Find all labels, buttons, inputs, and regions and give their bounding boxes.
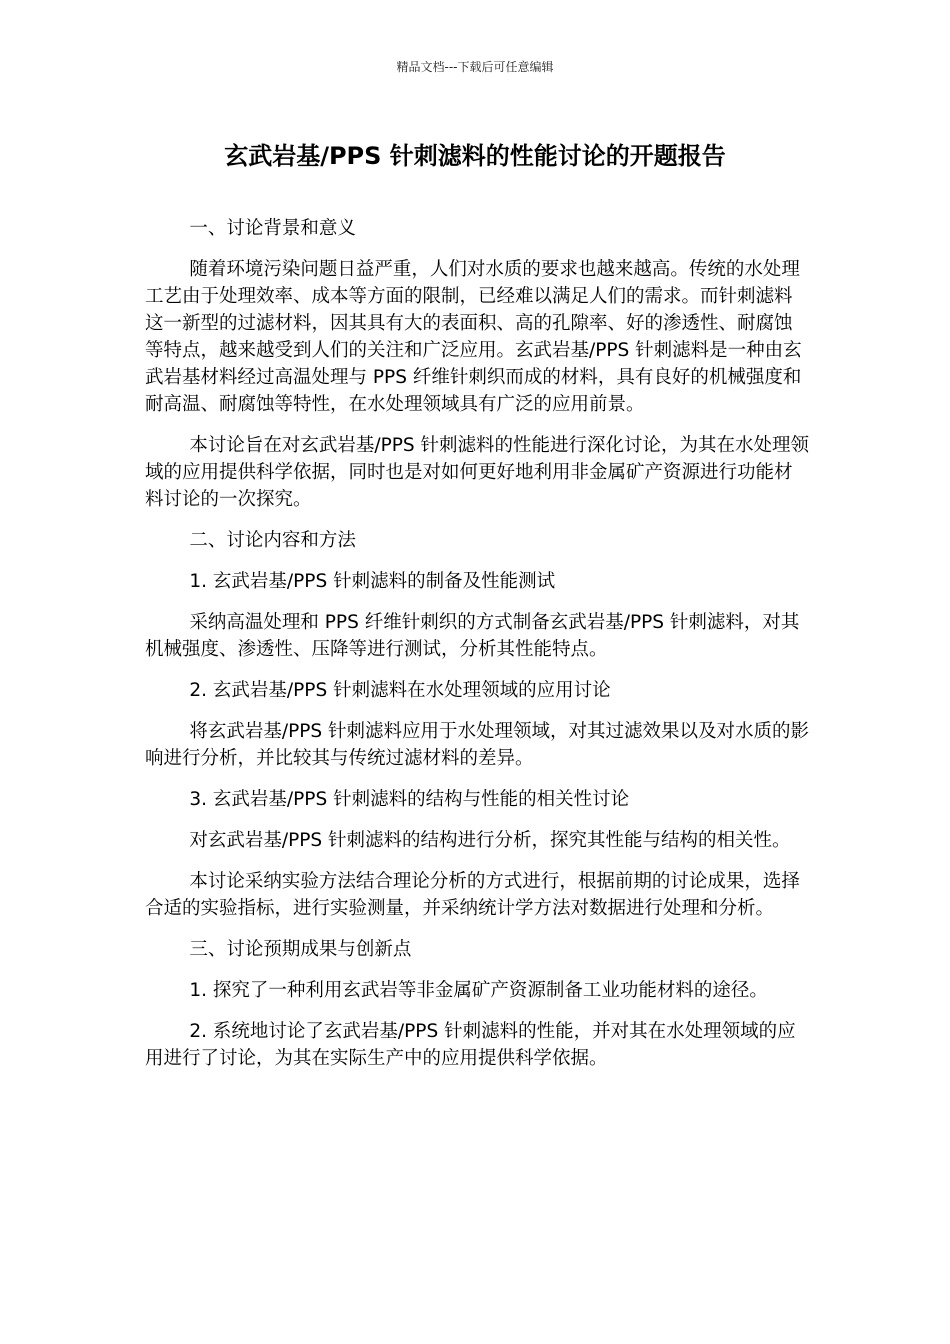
header-note: 精品文档---下载后可任意编辑: [396, 60, 554, 74]
paragraph-preparation-testing: 采纳高温处理和 PPS 纤维针刺织的方式制备玄武岩基/PPS 针刺滤料，对其机械强度、渗透性、压降等进行测试，分析其性能特点。: [145, 612, 800, 660]
subheading-preparation-testing: 1. 玄武岩基/PPS 针刺滤料的制备及性能测试: [189, 571, 556, 592]
paragraph-structure-performance: 对玄武岩基/PPS 针刺滤料的结构进行分析，探究其性能与结构的相关性。: [189, 830, 791, 851]
paragraph-result-2: 2. 系统地讨论了玄武岩基/PPS 针刺滤料的性能，并对其在水处理领域的应用进行了讨论，为其在实际生产中的应用提供科学依据。: [145, 1021, 796, 1069]
document-title: 玄武岩基/PPS 针刺滤料的性能讨论的开题报告: [224, 142, 726, 170]
section-heading-expected-results: 三、讨论预期成果与创新点: [189, 939, 412, 960]
paragraph-result-1: 1. 探究了一种利用玄武岩等非金属矿产资源制备工业功能材料的途径。: [189, 980, 768, 1001]
section-heading-background: 一、讨论背景和意义: [189, 218, 356, 239]
paragraph-purpose: 本讨论旨在对玄武岩基/PPS 针刺滤料的性能进行深化讨论，为其在水处理领域的应用提供科学依据，同时也是对如何更好地利用非金属矿产资源进行功能材料讨论的一次探究。: [145, 435, 810, 510]
section-heading-content-methods: 二、讨论内容和方法: [189, 530, 356, 551]
paragraph-water-treatment-application: 将玄武岩基/PPS 针刺滤料应用于水处理领域，对其过滤效果以及对水质的影响进行分析，并比较其与传统过滤材料的差异。: [145, 721, 810, 769]
paragraph-methodology: 本讨论采纳实验方法结合理论分析的方式进行，根据前期的讨论成果，选择合适的实验指标，进行实验测量，并采纳统计学方法对数据进行处理和分析。: [145, 871, 800, 919]
subheading-structure-performance: 3. 玄武岩基/PPS 针刺滤料的结构与性能的相关性讨论: [189, 789, 630, 810]
subheading-water-treatment-application: 2. 玄武岩基/PPS 针刺滤料在水处理领域的应用讨论: [189, 680, 611, 701]
paragraph-background: 随着环境污染问题日益严重，人们对水质的要求也越来越高。传统的水处理工艺由于处理效率、成本等方面的限制，已经难以满足人们的需求。而针刺滤料这一新型的过滤材料，因其具有大的表面积、高的孔隙率、好的渗透性、耐腐蚀等特点，越来越受到人们的关注和广泛应用。玄武岩基/PPS 针刺滤料是一种由玄武岩基材料经过高温处理与 PPS 纤维针刺织而成的材料，具有良好的机械强度和耐高温、耐腐蚀等特性，在水处理领域具有广泛的应用前景。: [145, 259, 802, 415]
document-body: [145, 215, 810, 1086]
